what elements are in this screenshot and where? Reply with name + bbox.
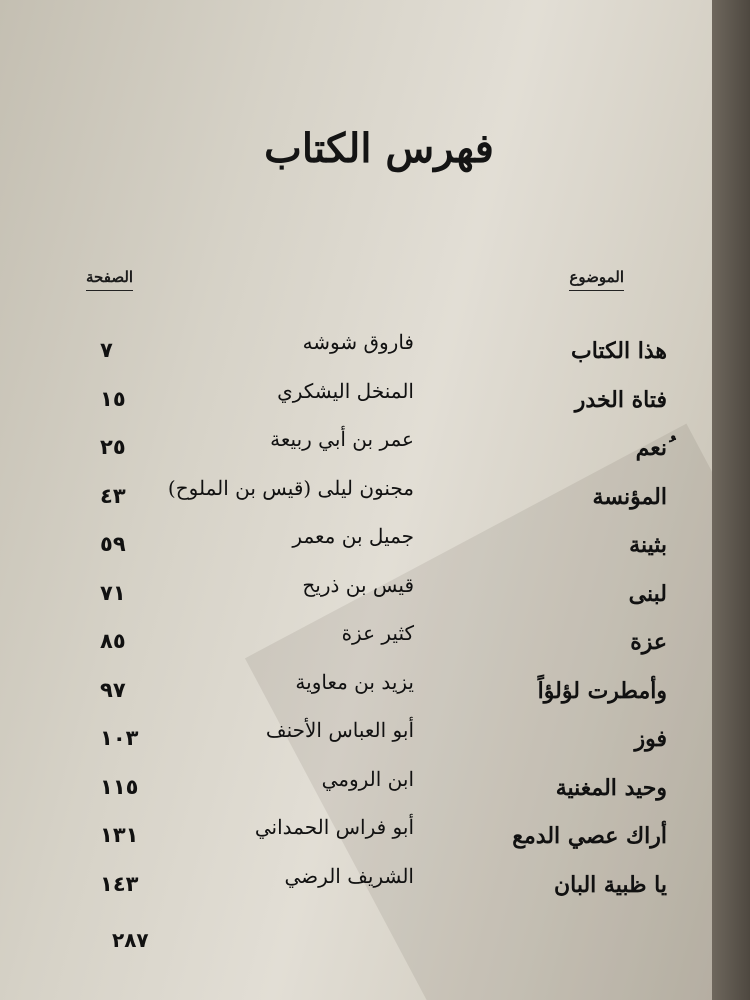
toc-entry-topic: وحيد المغنية [555,774,667,801]
toc-entry-topic: أراك عصي الدمع [512,823,667,849]
toc-entry-author: مجنون ليلى (قيس بن الملوح) [167,475,414,500]
toc-entry [0,330,712,378]
toc-entry-page: ٧ [100,338,113,362]
toc-entry [0,815,712,863]
toc-entry [0,621,712,669]
toc-entry [0,863,712,912]
toc-entry-page: ٢٥ [100,435,126,459]
toc-entry-page: ١٣١ [100,823,139,847]
toc-entry-author: يزيد بن معاوية [295,669,414,694]
toc-entry-author: قيس بن ذريح [302,572,414,597]
toc-entry-page: ٤٣ [100,483,126,508]
toc-entry-page: ٥٩ [100,532,126,556]
toc-entry [0,572,712,621]
page-column-header: الصفحة [86,268,133,291]
toc-entry-topic: لبنى [628,580,667,607]
toc-entry-topic: ُنعم [635,435,667,461]
toc-entry-author: الشريف الرضي [284,863,414,888]
toc-entry-page: ١١٥ [100,774,139,799]
toc-entry-topic: بثينة [629,532,667,558]
toc-entry-author: كثير عزة [341,621,414,645]
toc-entry-author: ابن الرومي [321,766,414,791]
toc-entry-page: ٩٧ [100,677,126,702]
toc-entry-author: أبو فراس الحمداني [254,815,414,839]
toc-entry-topic: فتاة الخدر [574,386,667,413]
toc-entry-author: فاروق شوشه [302,330,414,354]
toc-entry [0,524,712,572]
toc-entry-topic: المؤنسة [592,483,667,510]
toc-entry [0,427,712,475]
toc-entry-topic: يا ظبية البان [553,871,667,898]
page-number: ٢٨٧ [112,928,149,952]
toc-entry-topic: وأمطرت لؤلؤاً [537,677,667,704]
toc-entry-page: ١٠٣ [100,726,139,750]
page-title: فهرس الكتاب [264,125,494,172]
toc-entry [0,475,712,524]
toc-entry [0,378,712,427]
toc-entry [0,718,712,766]
toc-entry [0,766,712,815]
toc-entry-author: جميل بن معمر [292,524,414,548]
toc-entry-topic: عزة [630,629,667,655]
toc-entry-author: عمر بن أبي ربيعة [270,427,414,451]
toc-entry-author: أبو العباس الأحنف [265,718,414,742]
toc-entry [0,669,712,718]
toc-entry-page: ١٤٣ [100,871,139,896]
toc-entry-author: المنخل اليشكري [277,378,414,403]
toc-entry-topic: هذا الكتاب [571,338,667,364]
page-edge [712,0,750,1000]
toc-entry-topic: فوز [634,726,667,752]
toc-entry-page: ٧١ [100,580,126,605]
toc-entry-page: ١٥ [100,386,126,411]
topic-column-header: الموضوع [569,268,624,291]
toc-entry-page: ٨٥ [100,629,126,653]
